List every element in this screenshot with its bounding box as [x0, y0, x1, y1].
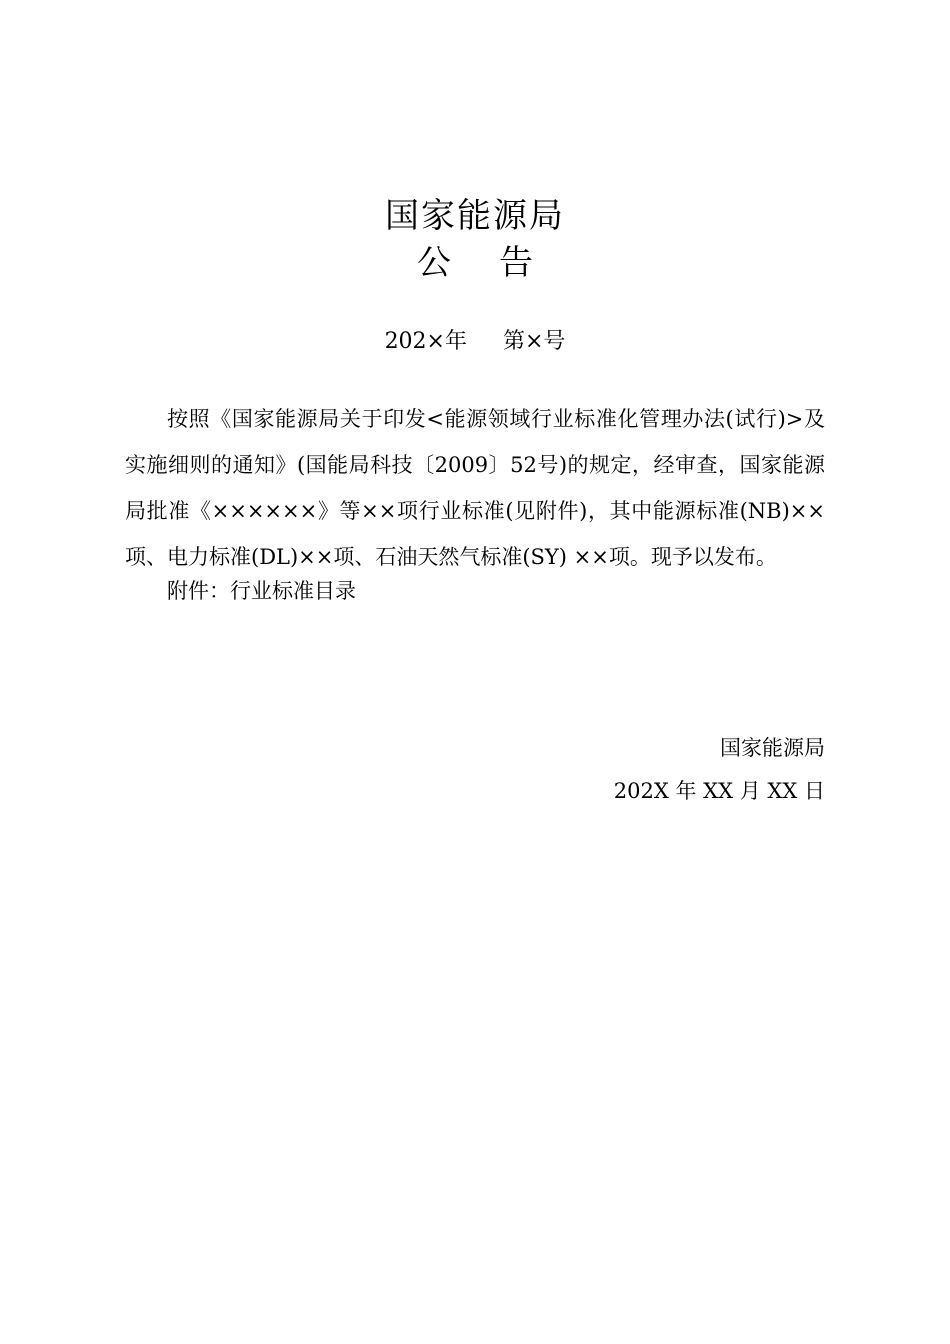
issue-number-line [0, 326, 950, 358]
signature-date: 202X 年 XX 月 XX 日 [613, 779, 825, 803]
signature-organization: 国家能源局 [720, 736, 825, 760]
issue-number: 第×号 [503, 329, 566, 354]
issue-year: 202×年 [384, 329, 467, 354]
announcement-body-paragraph: 按照《国家能源局关于印发<能源领域行业标准化管理办法(试行)>及实施细则的通知》(国能局科技〔2009〕52号)的规定，经审查，国家能源局批准《××××××》等××项行业标准(见附件)，其中能源标准(NB)××项、电力标准(DL)××项、石油天然气标准(SY) ××项。现予以发布。 [125, 407, 825, 569]
document-type-char-1: 公 [417, 243, 451, 283]
document-type-char-2: 告 [499, 243, 533, 283]
attachment-line: 附件：行业标准目录 [167, 579, 356, 603]
document-type-title [0, 243, 950, 283]
issuing-authority-title: 国家能源局 [385, 196, 565, 236]
